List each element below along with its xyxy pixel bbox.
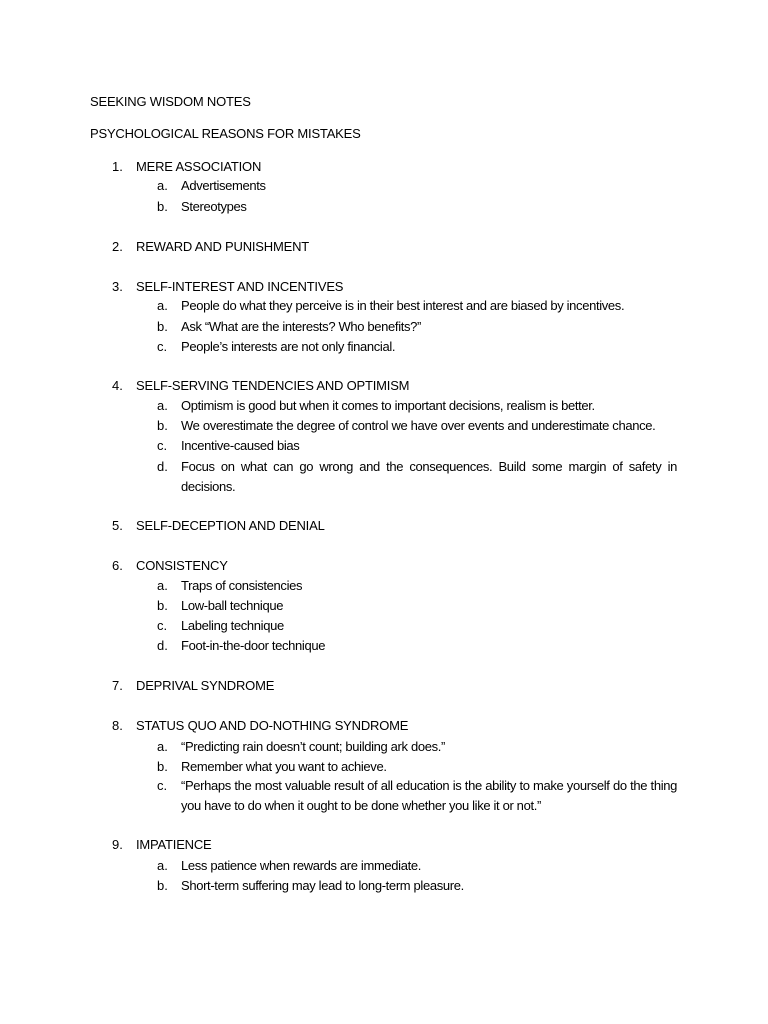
section-title: MERE ASSOCIATION <box>136 159 262 174</box>
item-text: People’s interests are not only financial. <box>181 339 396 354</box>
section-number: 2. <box>112 239 123 254</box>
section-number: 4. <box>112 378 123 393</box>
item-text: Stereotypes <box>181 199 247 214</box>
item-letter: b. <box>157 759 168 774</box>
document-subtitle: PSYCHOLOGICAL REASONS FOR MISTAKES <box>90 126 361 141</box>
item-text: “Predicting rain doesn’t count; building ark does.” <box>181 739 445 754</box>
item-text: Foot-in-the-door technique <box>181 638 326 653</box>
section-title: IMPATIENCE <box>136 837 212 852</box>
item-letter: b. <box>157 418 168 433</box>
item-letter: a. <box>157 398 168 413</box>
item-letter: b. <box>157 598 168 613</box>
section-number: 5. <box>112 518 123 533</box>
item-text: Ask “What are the interests? Who benefits?” <box>181 319 422 334</box>
section-number: 6. <box>112 558 123 573</box>
document-title: SEEKING WISDOM NOTES <box>90 94 251 109</box>
item-text: People do what they perceive is in their best interest and are biased by incentives. <box>181 298 625 313</box>
section-title: SELF-SERVING TENDENCIES AND OPTIMISM <box>136 378 410 393</box>
item-letter: d. <box>157 638 168 653</box>
item-letter: b. <box>157 878 168 893</box>
item-letter: b. <box>157 199 168 214</box>
item-text: “Perhaps the most valuable result of all education is the ability to make yourself do the thing you have to do when it ought to be done whether you like it or not.” <box>181 778 677 813</box>
section-number: 8. <box>112 718 123 733</box>
item-text: Less patience when rewards are immediate. <box>181 858 422 873</box>
item-text: Incentive-caused bias <box>181 438 300 453</box>
item-letter: a. <box>157 178 168 193</box>
section-title: CONSISTENCY <box>136 558 228 573</box>
item-text: We overestimate the degree of control we have over events and underestimate chance. <box>181 418 656 433</box>
item-letter: b. <box>157 319 168 334</box>
item-text: Optimism is good but when it comes to important decisions, realism is better. <box>181 398 595 413</box>
item-letter: c. <box>157 438 168 453</box>
section-title: REWARD AND PUNISHMENT <box>136 239 309 254</box>
item-letter: a. <box>157 578 168 593</box>
section-title: SELF-DECEPTION AND DENIAL <box>136 518 325 533</box>
section-number: 7. <box>112 678 123 693</box>
section-number: 9. <box>112 837 123 852</box>
item-letter: d. <box>157 459 168 474</box>
item-letter: a. <box>157 298 168 313</box>
item-letter: c. <box>157 778 168 793</box>
section-number: 1. <box>112 159 123 174</box>
item-letter: c. <box>157 618 168 633</box>
item-text: Remember what you want to achieve. <box>181 759 387 774</box>
item-text: Short-term suffering may lead to long-term pleasure. <box>181 878 464 893</box>
section-title: STATUS QUO AND DO-NOTHING SYNDROME <box>136 718 409 733</box>
item-text: Traps of consistencies <box>181 578 303 593</box>
item-text: Low-ball technique <box>181 598 284 613</box>
section-title: SELF-INTEREST AND INCENTIVES <box>136 279 344 294</box>
item-letter: c. <box>157 339 168 354</box>
item-text: Advertisements <box>181 178 266 193</box>
item-letter: a. <box>157 858 168 873</box>
item-letter: a. <box>157 739 168 754</box>
section-number: 3. <box>112 279 123 294</box>
item-text: Focus on what can go wrong and the consequences. Build some margin of safety in decisions. <box>181 459 677 494</box>
section-title: DEPRIVAL SYNDROME <box>136 678 275 693</box>
item-text: Labeling technique <box>181 618 284 633</box>
